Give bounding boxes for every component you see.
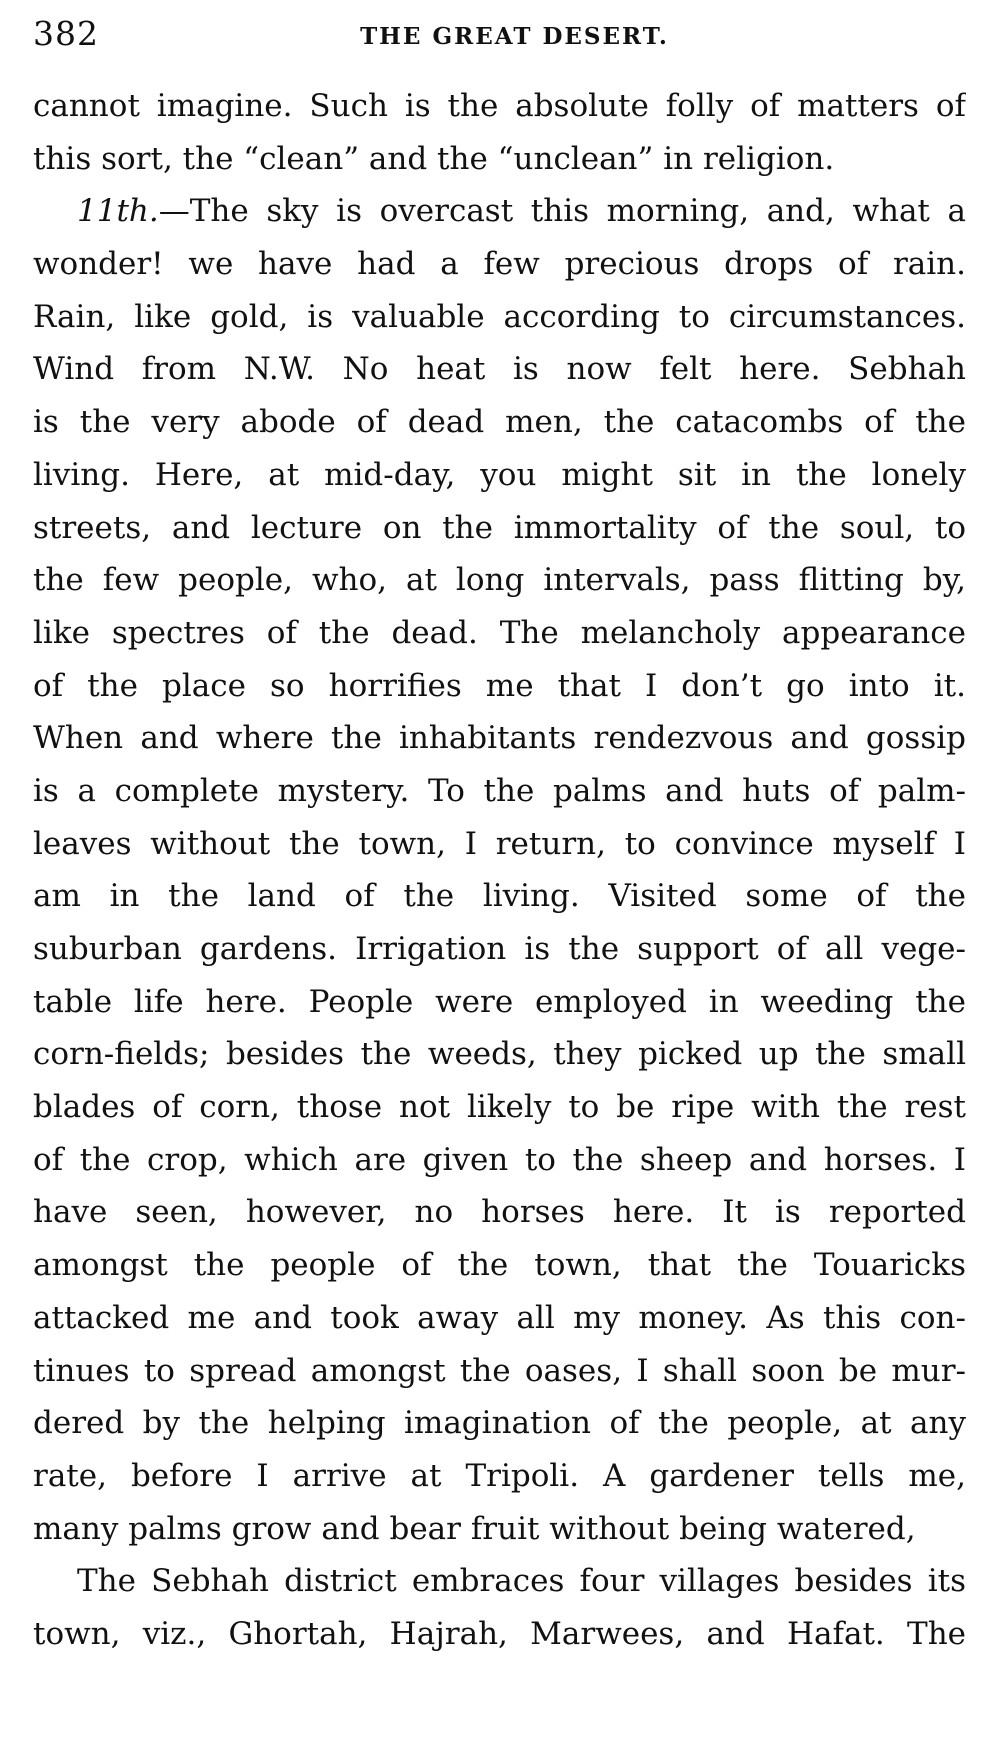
text-line: many palms grow and bear fruit without being watered, <box>33 1510 916 1547</box>
page-number: 382 <box>33 14 99 53</box>
text-line: dered by the helping imagination of the people, at any <box>33 1405 966 1442</box>
page-header <box>33 0 966 80</box>
text-line: table life here. People were employed in weeding the <box>33 983 966 1020</box>
text-line: rate, before I arrive at Tripoli. A gardener tells me, <box>33 1457 966 1494</box>
text-line: cannot imagine. Such is the absolute folly of matters of <box>33 88 966 124</box>
running-head: THE GREAT DESERT. <box>360 23 669 50</box>
text-line: the few people, who, at long intervals, pass flitting by, <box>33 562 966 599</box>
text-line: like spectres of the dead. The melancholy appearance <box>33 614 966 651</box>
text-line: blades of corn, those not likely to be ripe with the rest <box>33 1089 966 1126</box>
text-line: tinues to spread amongst the oases, I shall soon be mur- <box>33 1352 966 1389</box>
text-line: living. Here, at mid-day, you might sit in the lonely <box>33 456 966 493</box>
date-mark: 11th. <box>77 193 159 230</box>
text-line: Rain, like gold, is valuable according to circumstances. <box>33 298 966 335</box>
text-line: streets, and lecture on the immortality of the soul, to <box>33 509 966 546</box>
text-line: is the very abode of dead men, the catacombs of the <box>33 404 966 441</box>
text-line: leaves without the town, I return, to convince myself I <box>33 825 966 862</box>
text-line: amongst the people of the town, that the Touaricks <box>33 1247 966 1284</box>
text-line: is a complete mystery. To the palms and huts of palm- <box>33 772 966 809</box>
text-line: The Sebhah district embraces four villages besides its <box>77 1563 966 1600</box>
text-line: wonder! we have had a few precious drops of rain. <box>33 246 966 283</box>
body-text <box>33 80 966 1661</box>
text-line: attacked me and took away all my money. As this con- <box>33 1299 966 1336</box>
text-line-rest: —The sky is overcast this morning, and, what a <box>158 193 966 230</box>
text-line: this sort, the “clean” and the “unclean” in religion. <box>33 140 835 177</box>
text-line: of the place so horrifies me that I don’t go into it. <box>33 667 966 704</box>
text-line: suburban gardens. Irrigation is the support of all vege- <box>33 931 966 967</box>
text-line: have seen, however, no horses here. It is reported <box>33 1194 966 1231</box>
text-line <box>33 185 966 238</box>
text-line: am in the land of the living. Visited some of the <box>33 878 966 915</box>
text-line: of the crop, which are given to the sheep and horses. I <box>33 1141 966 1178</box>
text-line: corn-fields; besides the weeds, they picked up the small <box>33 1036 966 1073</box>
text-line: Wind from N.W. No heat is now felt here. Sebhah <box>33 351 966 388</box>
text-line: town, viz., Ghortah, Hajrah, Marwees, and Hafat. The <box>33 1615 966 1652</box>
text-line: When and where the inhabitants rendezvous and gossip <box>33 720 966 757</box>
